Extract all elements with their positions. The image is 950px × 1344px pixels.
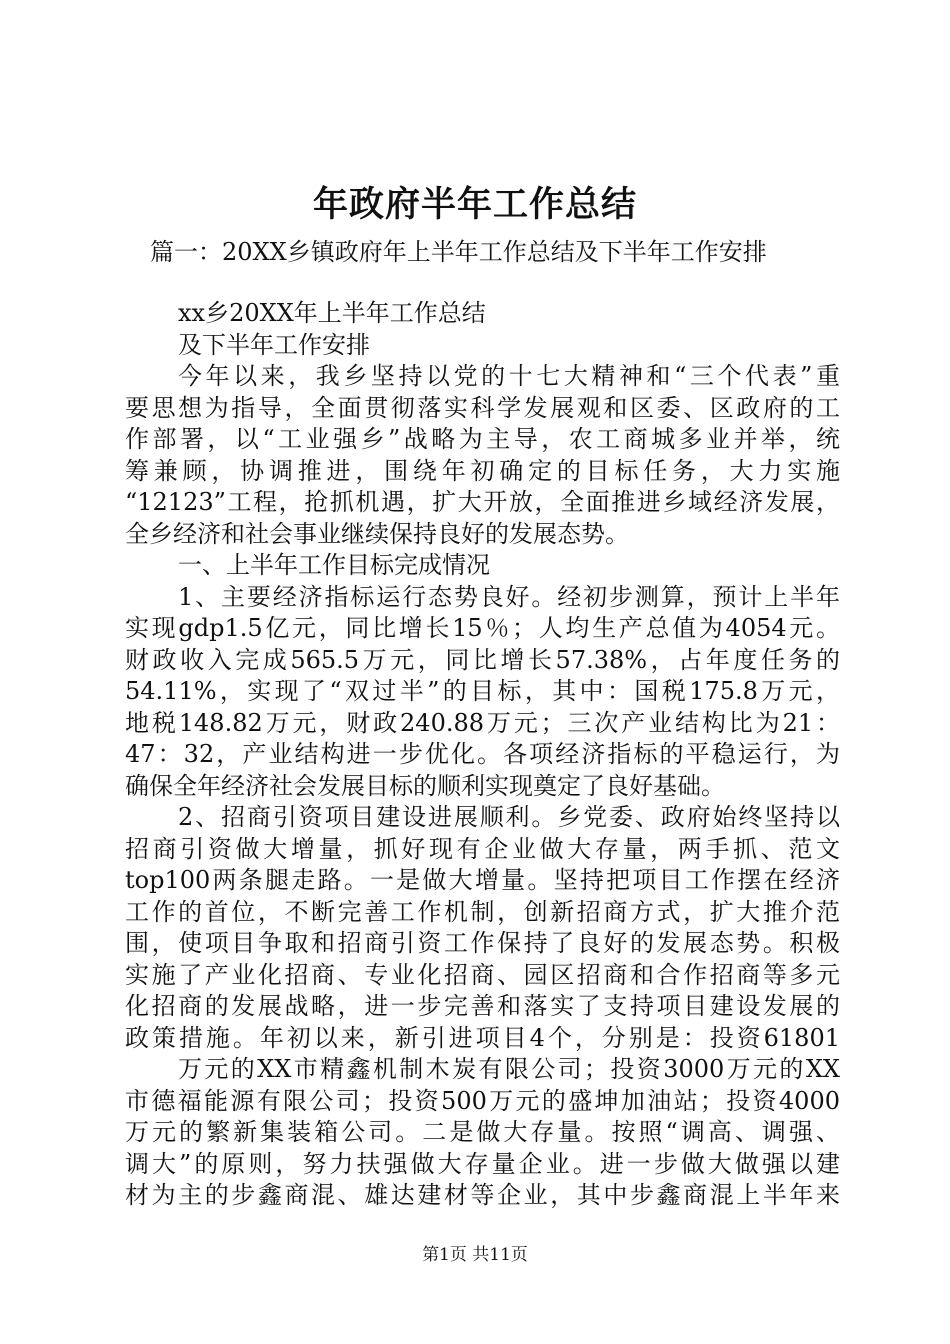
text-line: 1、主要经济指标运行态势良好。经初步测算，预计上半年 — [178, 582, 840, 611]
text-line: 要思想为指导，全面贯彻落实科学发展观和区委、区政府的工 — [125, 393, 840, 422]
text-line: 工作的首位，不断完善工作机制，创新招商方式，扩大推介范 — [125, 897, 840, 926]
text-line: 实现gdp1.5亿元，同比增长15％；人均生产总值为4054元。 — [125, 614, 840, 642]
text-line: 政策措施。年初以来，新引进项目4个，分别是：投资61801 — [125, 1023, 840, 1052]
text-line: 54.11%，实现了“双过半”的目标，其中：国税175.8万元， — [125, 677, 840, 705]
text-line: 一、上半年工作目标完成情况 — [178, 551, 490, 579]
text-line: 市德福能源有限公司；投资500万元的盛坤加油站；投资4000 — [125, 1086, 840, 1115]
text-line: 及下半年工作安排 — [178, 330, 370, 359]
text-line: 万元的繁新集装箱公司。二是做大存量。按照“调高、调强、 — [125, 1118, 840, 1146]
text-line: 材为主的步鑫商混、雄达建材等企业，其中步鑫商混上半年来 — [125, 1181, 840, 1209]
text-line: 筹兼顾，协调推进，围绕年初确定的目标任务，大力实施 — [125, 456, 840, 485]
text-line: 财政收入完成565.5万元，同比增长57.38%，占年度任务的 — [125, 645, 840, 674]
text-line: xx乡20XX年上半年工作总结 — [178, 299, 486, 327]
text-line: 万元的XX市精鑫机制木炭有限公司；投资3000万元的XX — [178, 1055, 840, 1083]
text-line: 招商引资做大增量，抓好现有企业做大存量，两手抓、范文 — [125, 834, 840, 863]
text-line: 地税148.82万元，财政240.88万元；三次产业结构比为21： — [125, 708, 840, 737]
text-line: 今年以来，我乡坚持以党的十七大精神和“三个代表”重 — [178, 362, 840, 390]
text-line: 围，使项目争取和招商引资工作保持了良好的发展态势。积极 — [125, 929, 840, 957]
document-subtitle: 篇一：20XX乡镇政府年上半年工作总结及下半年工作安排 — [150, 238, 767, 266]
text-line: 实施了产业化招商、专业化招商、园区招商和合作招商等多元 — [125, 960, 840, 989]
text-line: top100两条腿走路。一是做大增量。坚持把项目工作摆在经济 — [125, 866, 840, 894]
text-line: 调大”的原则，努力扶强做大存量企业。进一步做大做强以建 — [125, 1149, 840, 1178]
text-line: 全乡经济和社会事业继续保持良好的发展态势。 — [125, 519, 629, 548]
text-line: 2、招商引资项目建设进展顺利。乡党委、政府始终坚持以 — [178, 803, 840, 831]
text-line: 作部署，以“工业强乡”战略为主导，农工商城多业并举，统 — [125, 425, 840, 453]
text-line: 化招商的发展战略，进一步完善和落实了支持项目建设发展的 — [125, 992, 840, 1020]
document-title: 年政府半年工作总结 — [312, 184, 637, 225]
text-line: 确保全年经济社会发展目标的顺利实现奠定了良好基础。 — [125, 771, 725, 800]
document-body — [125, 298, 840, 1212]
text-line: “12123”工程，抢抓机遇，扩大开放，全面推进乡域经济发展， — [125, 488, 840, 516]
text-line: 47：32，产业结构进一步优化。各项经济指标的平稳运行，为 — [125, 740, 840, 768]
page-footer: 第1页 共11页 — [422, 1245, 528, 1265]
